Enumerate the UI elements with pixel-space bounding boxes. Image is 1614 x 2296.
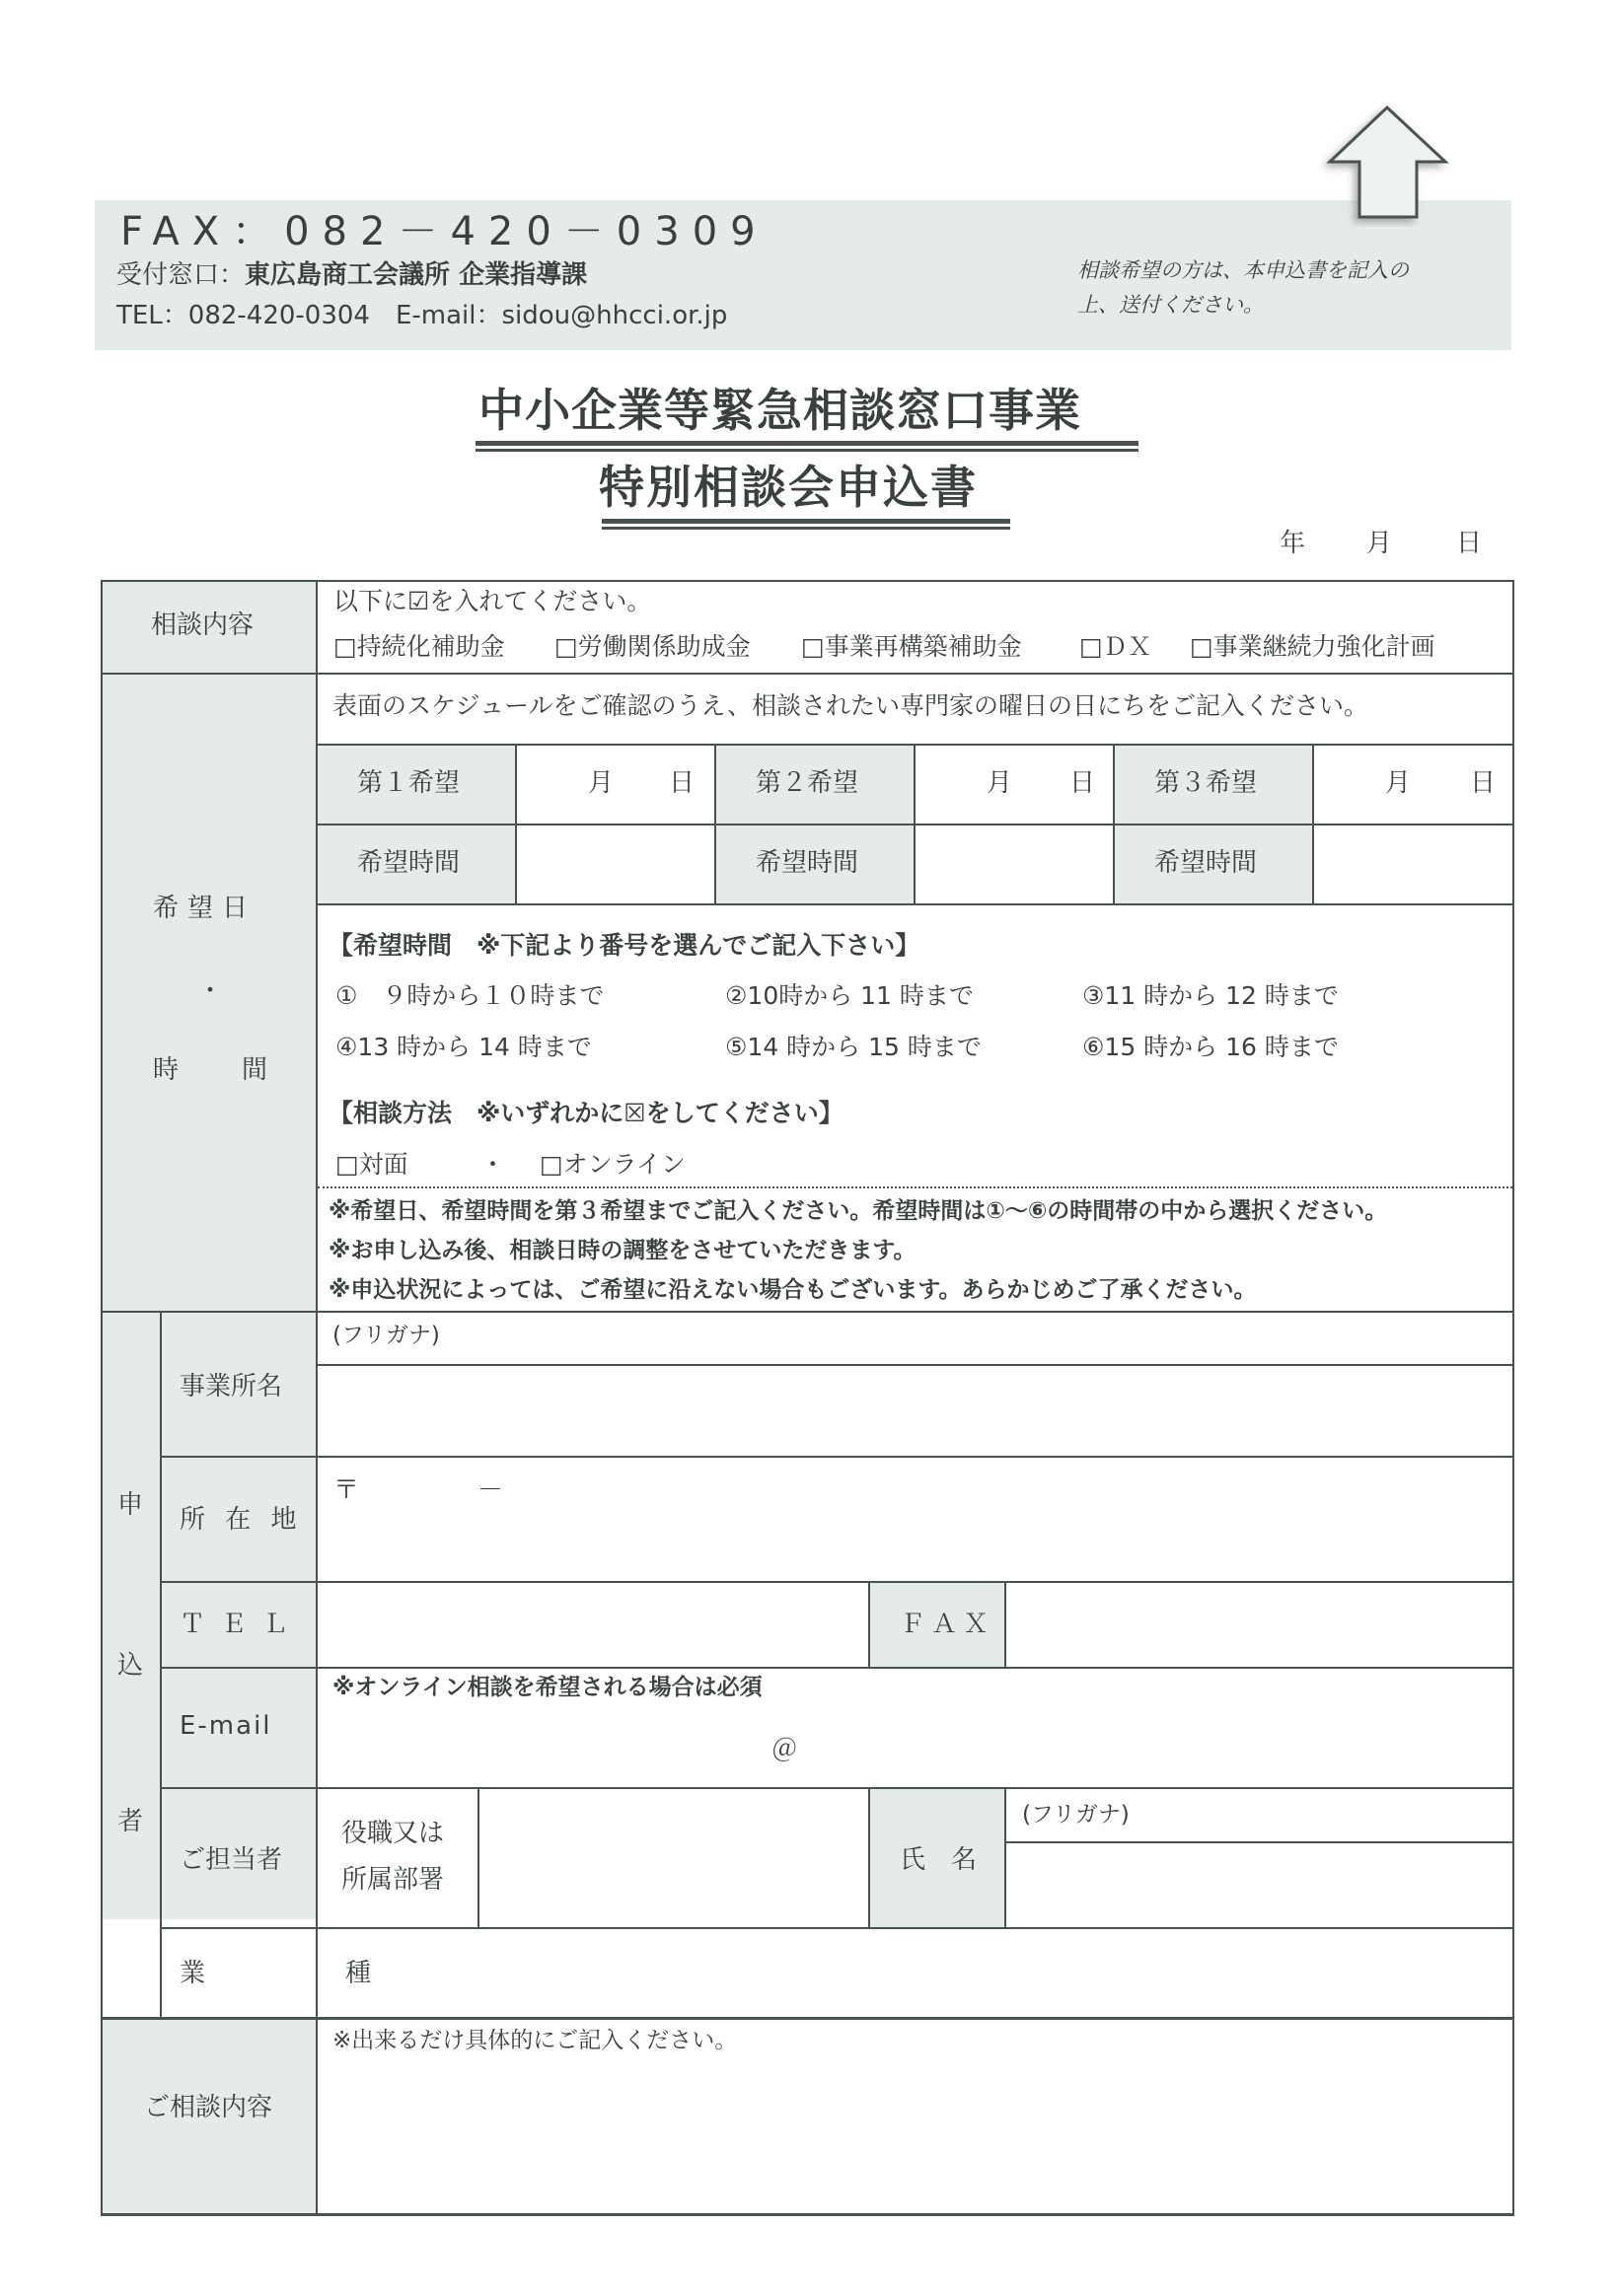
time-slot-4: ④13 時から 14 時まで <box>335 1033 592 1061</box>
reception-org: 東広島商工会議所 企業指導課 <box>245 260 588 290</box>
fax-label: ＦＡＸ <box>900 1610 995 1639</box>
applicant-side-2: 込 <box>117 1651 144 1681</box>
business-furigana-label: (フリガナ) <box>332 1323 440 1348</box>
name-furigana-label: (フリガナ) <box>1022 1802 1130 1828</box>
schedule-note-2: ※お申し込み後、相談日時の調整をさせていただきます。 <box>329 1238 917 1263</box>
col-divider <box>868 1787 870 1928</box>
pref2-day: 日 <box>1069 768 1096 798</box>
title-line1: 中小企業等緊急相談窓口事業 <box>478 384 1081 437</box>
table-left-border <box>101 580 103 2215</box>
business-name-field[interactable] <box>318 1366 1512 1456</box>
pref3-day: 日 <box>1470 768 1497 798</box>
reception-prefix: 受付窓口： <box>116 260 246 290</box>
consult-type-label: 相談内容 <box>151 610 255 640</box>
pref3-date-field[interactable] <box>1314 746 1511 824</box>
option-roudou[interactable]: □労働関係助成金 <box>554 632 751 661</box>
schedule-note-1: ※希望日、希望時間を第３希望までご記入ください。希望時間は①～⑥の時間帯の中から選択ください。 <box>329 1198 1388 1224</box>
up-arrow-icon <box>1318 99 1456 227</box>
method-online[interactable]: □オンライン <box>540 1150 686 1179</box>
postal-dash: － <box>477 1475 504 1505</box>
address-field[interactable] <box>318 1458 1512 1581</box>
pref2-label: 第２希望 <box>756 768 859 798</box>
pref3-time-label: 希望時間 <box>1154 848 1258 878</box>
tel-email-line: TEL：082-420-0304 E-mail：sidou@hhcci.or.jp <box>116 301 728 330</box>
title1-underline-2 <box>476 449 1138 452</box>
col-divider <box>1113 744 1115 904</box>
schedule-label-dot: ・ <box>197 976 224 1006</box>
option-saikouchiku[interactable]: □事業再構築補助金 <box>801 632 1022 661</box>
send-note-line2: 上、送付ください。 <box>1077 293 1264 317</box>
pref1-time-field[interactable] <box>517 825 714 903</box>
title2-underline <box>602 519 1010 524</box>
title2-underline-2 <box>602 527 1010 530</box>
schedule-label-time-1: 時 <box>153 1055 180 1085</box>
method-heading: 【相談方法 ※いずれかに☒をしてください】 <box>329 1099 844 1127</box>
method-face-to-face[interactable]: □対面 <box>335 1150 408 1179</box>
col-divider <box>714 744 716 904</box>
table-bottom-border <box>101 2213 1514 2216</box>
option-dx[interactable]: □ＤＸ <box>1079 632 1152 661</box>
details-note: ※出来るだけ具体的にご記入ください。 <box>332 2028 738 2053</box>
time-slot-6: ⑥15 時から 16 時まで <box>1082 1033 1339 1061</box>
pref1-label: 第１希望 <box>357 768 461 798</box>
consult-type-instruction: 以下に☑を入れてください。 <box>333 587 652 615</box>
email-label: E-mail <box>180 1711 272 1741</box>
pref1-date-field[interactable] <box>517 746 714 824</box>
position-label-2: 所属部署 <box>341 1865 445 1895</box>
pref2-time-field[interactable] <box>916 825 1113 903</box>
email-required-note: ※オンライン相談を希望される場合は必須 <box>332 1675 763 1700</box>
details-label: ご相談内容 <box>144 2093 273 2122</box>
pref1-time-label: 希望時間 <box>357 848 461 878</box>
pref2-date-field[interactable] <box>916 746 1113 824</box>
address-label: 所 在 地 <box>180 1505 303 1535</box>
email-at-sign: ＠ <box>771 1735 798 1764</box>
tel-field[interactable] <box>318 1583 868 1667</box>
schedule-label-top: 希望日 <box>153 894 257 923</box>
name-label: 氏 名 <box>900 1845 978 1875</box>
option-keizoku[interactable]: □事業継続力強化計画 <box>1190 632 1435 661</box>
date-month: 月 <box>1366 529 1393 558</box>
name-furigana-field[interactable] <box>1006 1789 1512 1841</box>
applicant-side-divider <box>160 1311 162 2018</box>
pref2-month: 月 <box>987 768 1013 798</box>
reception-line <box>116 262 587 288</box>
email-field[interactable] <box>318 1669 1512 1787</box>
contact-label: ご担当者 <box>180 1845 283 1875</box>
schedule-note-3: ※申込状況によっては、ご希望に沿えない場合もございます。あらかじめご了承ください。 <box>329 1277 1257 1303</box>
row-divider <box>101 673 1514 675</box>
pref1-day: 日 <box>669 768 696 798</box>
industry-field[interactable] <box>318 1929 1512 2017</box>
business-furigana-field[interactable] <box>318 1313 1512 1364</box>
pref3-time-field[interactable] <box>1314 825 1511 903</box>
tel-label: ＴＥＬ <box>180 1610 305 1639</box>
position-field[interactable] <box>479 1789 868 1927</box>
schedule-label-time-2: 間 <box>242 1055 268 1085</box>
table-top-border <box>101 580 1514 582</box>
method-separator: ・ <box>480 1150 506 1179</box>
col-divider <box>868 1581 870 1668</box>
pref2-time-label: 希望時間 <box>756 848 859 878</box>
title-line2: 特別相談会申込書 <box>599 461 978 514</box>
pref1-month: 月 <box>588 768 615 798</box>
business-name-label: 事業所名 <box>180 1372 283 1401</box>
title1-underline <box>476 441 1138 446</box>
postal-mark: 〒 <box>333 1475 360 1505</box>
option-jizokuka[interactable]: □持続化補助金 <box>333 632 505 661</box>
industry-label: 業 種 <box>180 1959 402 1988</box>
time-slot-5: ⑤14 時から 15 時まで <box>725 1033 982 1061</box>
schedule-instruction: 表面のスケジュールをご確認のうえ、相談されたい専門家の曜日の日にちをご記入ください。 <box>332 691 1369 720</box>
pref3-month: 月 <box>1385 768 1412 798</box>
position-label-1: 役職又は <box>341 1819 445 1848</box>
time-heading: 【希望時間 ※下記より番号を選んでご記入下さい】 <box>329 931 920 960</box>
applicant-side-3: 者 <box>117 1807 144 1836</box>
time-slot-1: ① ９時から１０時まで <box>335 981 605 1010</box>
date-day: 日 <box>1456 529 1483 558</box>
applicant-side-1: 申 <box>117 1490 144 1520</box>
time-slot-2: ②10時から 11 時まで <box>725 981 974 1010</box>
pref3-label: 第３希望 <box>1154 768 1258 798</box>
time-slot-3: ③11 時から 12 時まで <box>1082 981 1339 1010</box>
fax-field[interactable] <box>1006 1583 1512 1667</box>
name-field[interactable] <box>1006 1843 1512 1927</box>
fax-number: FAX：082－420－0309 <box>120 209 769 254</box>
send-note-line1: 相談希望の方は、本申込書を記入の <box>1077 258 1409 282</box>
details-field[interactable] <box>318 2020 1512 2213</box>
dotted-divider <box>318 1186 1512 1188</box>
date-year: 年 <box>1280 529 1306 558</box>
